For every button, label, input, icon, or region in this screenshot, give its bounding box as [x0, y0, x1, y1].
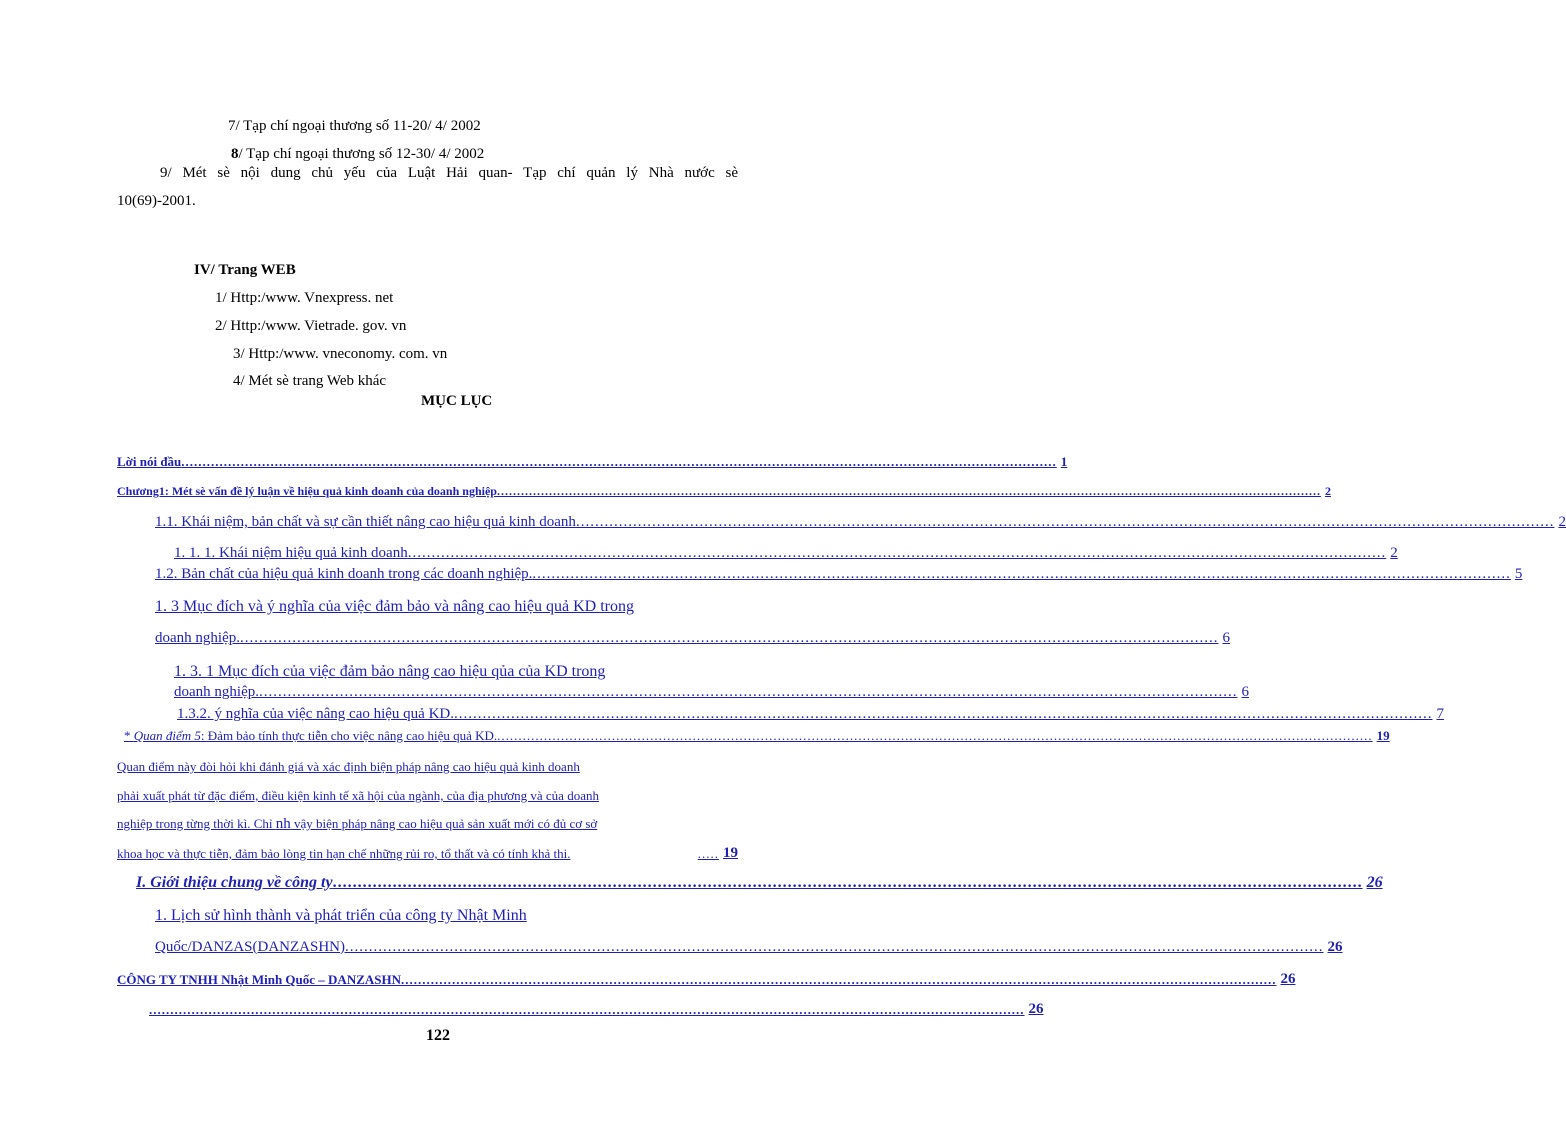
toc-leader: .............................................................................................................................................................................................................. — [258, 684, 1238, 700]
toc-entry-label: 1.2. Bản chất của hiệu quả kinh doanh trong các doanh nghiệp. — [155, 566, 533, 582]
toc-page-number: 26 — [1366, 874, 1383, 891]
reference-8 — [231, 146, 484, 163]
toc-entry-label: Chương1: Mét sè vấn đề lý luận về hiệu quả kinh doanh của doanh nghiệp — [117, 484, 497, 498]
toc-entry-1-1-1[interactable] — [174, 545, 1398, 562]
toc-page-number: 26 — [1280, 971, 1296, 987]
toc-paragraph-line-2[interactable]: phải xuất phát từ đặc điểm, điều kiện kinh tế xã hội của ngành, của địa phương và của doanh — [117, 788, 599, 803]
reference-8-text: / Tạp chí ngoại thương số 12-30/ 4/ 2002 — [238, 146, 485, 162]
toc-entry-label: 1. 1. 1. Khái niệm hiệu quả kinh doanh — [174, 545, 408, 561]
toc-entry-label: 1.3.2. ý nghĩa của việc nâng cao hiệu quả KD. — [177, 706, 454, 722]
web-link-4: 4/ Mét sè trang Web khác — [233, 373, 387, 389]
toc-paragraph-text-b: nh — [275, 816, 291, 832]
toc-leader: .............................................................................................................................................................................................................. — [496, 484, 1321, 498]
web-link-3: 3/ Http:/www. vneconomy. com. vn — [233, 346, 448, 362]
toc-page-number: 26 — [1028, 1001, 1044, 1017]
toc-paragraph-line-3[interactable] — [117, 816, 738, 833]
toc-entry-label: doanh nghiệp. — [174, 684, 259, 700]
toc-leader: .............................................................................................................................................................................................................. — [239, 630, 1219, 646]
toc-leader: .............................................................................................................................................................................................................. — [575, 514, 1555, 530]
web-section-heading: IV/ Trang WEB — [194, 262, 296, 278]
toc-entry-italic-label: Quan điểm 5 — [133, 728, 201, 743]
reference-7: 7/ Tạp chí ngoại thương số 11-20/ 4/ 2002 — [228, 118, 481, 134]
toc-title: MỤC LỤC — [421, 393, 493, 409]
toc-page-number: 7 — [1436, 706, 1444, 722]
toc-paragraph-line-1[interactable]: Quan điểm này đòi hỏi khi đánh giá và xác định biện pháp nâng cao hiệu quả kinh doanh — [117, 759, 580, 774]
toc-entry-blank[interactable] — [117, 1001, 1044, 1018]
toc-entry-part-I[interactable] — [136, 874, 1383, 892]
toc-entry-1-3-2[interactable] — [177, 706, 1444, 723]
toc-leader: .............................................................................................................................................................................................................. — [149, 1002, 1025, 1017]
toc-leader: .............................................................................................................................................................................................................. — [181, 454, 1057, 469]
toc-leader: .............................................................................................................................................................................................................. — [454, 706, 1433, 722]
toc-page-number: 2 — [1390, 545, 1398, 561]
toc-page-number: 1 — [1060, 454, 1068, 469]
toc-entry-I-1-line1[interactable]: 1. Lịch sử hình thành và phát triển của công ty Nhật Minh — [155, 907, 527, 924]
toc-entry-chuong1[interactable] — [117, 484, 1331, 499]
toc-page-number: 26 — [1327, 939, 1343, 955]
toc-entry-label — [124, 728, 497, 744]
toc-entry-label-rest: : Đảm bảo tính thực tiễn cho việc nâng cao hiệu quả KD. — [200, 728, 498, 743]
toc-entry-label: Quốc/DANZAS(DANZASHN) — [155, 939, 345, 955]
reference-9-line2: 10(69)-2001. — [117, 193, 196, 209]
toc-entry-1-2[interactable] — [155, 566, 1523, 583]
toc-paragraph-text-a: nghiệp trong từng thời kì. Chỉ — [117, 816, 276, 831]
toc-entry-company[interactable] — [117, 971, 1296, 988]
toc-page-number: 6 — [1241, 684, 1249, 700]
toc-leader: .............................................................................................................................................................................................................. — [344, 939, 1324, 955]
web-link-1: 1/ Http:/www. Vnexpress. net — [215, 290, 394, 306]
toc-entry-label: Lời nói đầu — [117, 454, 182, 469]
toc-leader: .............................................................................................................................................................................................................. — [532, 566, 1511, 582]
toc-leader: .............................................................................................................................................................................................................. — [497, 728, 1373, 743]
toc-entry-I-1-line2[interactable] — [155, 939, 1343, 956]
toc-entry-1-3-line1[interactable]: 1. 3 Mục đích và ý nghĩa của việc đảm bảo và nâng cao hiệu quả KD trong — [155, 598, 634, 615]
page-number: 122 — [426, 1027, 450, 1044]
reference-9-line1: 9/ Mét sè nội dung chủ yếu của Luật Hải quan- Tạp chí quản lý Nhà nước sè — [160, 165, 738, 181]
toc-leader: .............................................................................................................................................................................................................. — [332, 874, 1363, 891]
toc-page-number: 19 — [1376, 728, 1390, 743]
toc-entry-1-3-line2[interactable] — [155, 630, 1230, 647]
toc-page-number: 19 — [723, 845, 738, 861]
toc-paragraph-line-4[interactable] — [117, 845, 738, 862]
web-link-2: 2/ Http:/www. Vietrade. gov. vn — [215, 318, 407, 334]
toc-entry-star: * — [124, 728, 134, 743]
toc-entry-quan-diem-5[interactable] — [124, 728, 1390, 744]
toc-entry-1-3-1-line2[interactable] — [174, 684, 1249, 701]
toc-paragraph-text-c: vậy biện pháp nâng cao hiệu quả sản xuất mới có đủ cơ sở — [290, 816, 598, 831]
toc-page-number: 2 — [1324, 484, 1331, 498]
toc-leader: .............................................................................................................................................................................................................. — [401, 972, 1277, 987]
toc-page-number: 6 — [1222, 630, 1230, 646]
toc-leader: .............................................................................................................................................................................................................. — [407, 545, 1387, 561]
toc-page-number: 2 — [1558, 514, 1566, 530]
toc-entry-label: khoa học và thực tiễn, đảm bảo lòng tin hạn chế những rủi ro, tổ thất và có tính khả thi. — [117, 846, 571, 861]
reference-8-number: 8 — [231, 146, 239, 162]
toc-entry-1-3-1-line1[interactable]: 1. 3. 1 Mục đích của việc đảm bảo nâng cao hiệu qủa của KD trong — [174, 663, 606, 680]
toc-entry-label: CÔNG TY TNHH Nhật Minh Quốc – DANZASHN — [117, 972, 401, 987]
toc-entry-label: doanh nghiệp. — [155, 630, 240, 646]
toc-entry-loi-noi-dau[interactable] — [117, 454, 1068, 470]
toc-page-number: 5 — [1514, 566, 1523, 582]
toc-entry-1-1[interactable] — [155, 514, 1566, 531]
toc-entry-label: I. Giới thiệu chung về công ty — [136, 874, 333, 891]
toc-leader: ..... — [697, 846, 719, 861]
toc-entry-label: 1.1. Khái niệm, bản chất và sự cần thiết nâng cao hiệu quả kinh doanh — [155, 514, 576, 530]
